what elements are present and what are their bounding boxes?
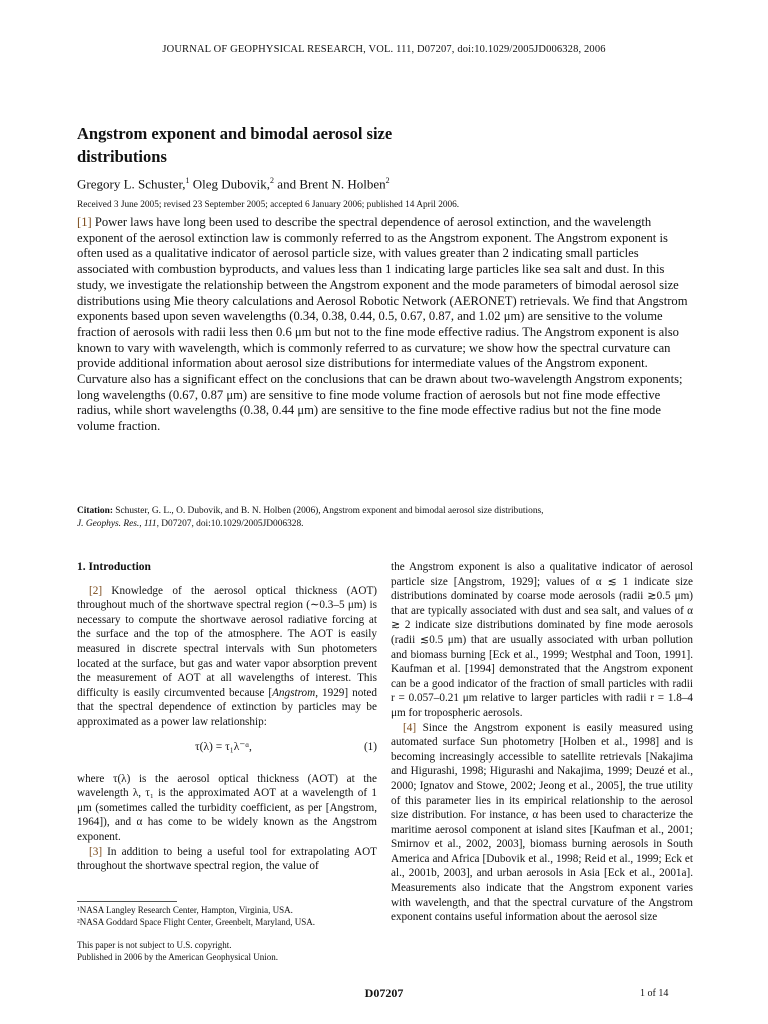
citation bbox=[77, 505, 689, 531]
citation-volume: 111, bbox=[143, 519, 159, 529]
document-id: D07207 bbox=[364, 986, 404, 1000]
author-name: Oleg Dubovik, bbox=[192, 176, 271, 192]
paragraph-where: where τ(λ) is the aerosol optical thickness (AOT) at the wavelength λ, τ₁ is the approximated AOT at a wavelength of 1 μm (sometimes called the turbidity coefficient, as per [Angstrom, 1964]), and α has come to be widely known as the Angstrom exponent. bbox=[77, 772, 377, 843]
author-name: and Brent N. Holben bbox=[277, 176, 386, 192]
equation-1 bbox=[77, 738, 377, 760]
title-line-1: Angstrom exponent and bimodal aerosol size bbox=[77, 124, 393, 143]
footnotes bbox=[77, 905, 377, 928]
copyright-line-2: Published in 2006 by the American Geophysical Union. bbox=[77, 951, 278, 962]
footnote-2: ²NASA Goddard Space Flight Center, Greenbelt, Maryland, USA. bbox=[77, 916, 316, 927]
section-heading: 1. Introduction bbox=[77, 561, 151, 573]
paragraph-text: Knowledge of the aerosol optical thickness (AOT) throughout much of the shortwave spectral region (∼0.3–5 μm) is necessary to compute the shortwave aerosol radiative forcing at the surface and the top of the atmosphere. The AOT is easily measured in discrete spectral intervals with Sun photometers located at the surface, but gas and water vapor absorption prevent the measurement of AOT at all wavelengths of interest. This difficulty is easily circumvented because [ bbox=[77, 584, 378, 699]
paragraph-text: , 1929] noted that the spectral dependence of extinction by particles may be approximated as a power law relationship: bbox=[77, 686, 377, 728]
received-dates: Received 3 June 2005; revised 23 September 2005; accepted 6 January 2006; published 14 April 2006. bbox=[77, 200, 460, 210]
article-title bbox=[77, 122, 637, 168]
author-affiliation: 2 bbox=[385, 176, 390, 185]
journal-header: JOURNAL OF GEOPHYSICAL RESEARCH, VOL. 111, D07207, doi:10.1029/2005JD006328, 2006 bbox=[162, 44, 606, 55]
equation-number: (1) bbox=[363, 740, 377, 753]
author-affiliation: 1 bbox=[185, 176, 190, 185]
right-column bbox=[391, 560, 693, 925]
paragraph-number: [4] bbox=[403, 721, 417, 734]
equation-body: τ(λ) = τ₁λ⁻ᵅ, bbox=[195, 740, 252, 753]
citation-doi: D07207, doi:10.1029/2005JD006328. bbox=[161, 519, 304, 529]
copyright-notice bbox=[77, 940, 377, 963]
abstract-text: Power laws have long been used to describe the spectral dependence of aerosol extinction, and the wavelength exponent of the aerosol extinction law is commonly referred to as the Angstrom exponent. The Angstrom exponent is often used as a qualitative indicator of aerosol particle size, with values greater than 2 indicating small particles associated with combustion byproducts, and values less than 1 indicating large particles like sea salt and dust. In this study, we investigate the relationship between the Angstrom exponent and the mode parameters of bimodal aerosol size distributions using Mie theory calculations and Aerosol Robotic Network (AERONET) retrievals. We find that Angstrom exponents based upon seven wavelengths (0.34, 0.38, 0.44, 0.5, 0.67, 0.87, and 1.02 μm) are sensitive to the volume fraction of aerosols with radii less then 0.6 μm but not to the fine mode effective radius. The Angstrom exponent is also known to vary with wavelength, which is commonly referred to as curvature; we show how the spectral curvature can provide additional information about aerosol size distributions for intermediate values of the Angstrom exponent. Curvature also has a significant effect on the conclusions that can be drawn about two-wavelength Angstrom exponents; long wavelengths (0.67, 0.87 μm) are sensitive to fine mode volume fraction of aerosols but not fine mode effective radius, while short wavelengths (0.38, 0.44 μm) are sensitive to the fine mode effective radius but not the fine mode volume fraction. bbox=[77, 215, 688, 434]
citation-text: Schuster, G. L., O. Dubovik, and B. N. Holben (2006), Angstrom exponent and bimodal aerosol size distributions, bbox=[115, 506, 544, 516]
paragraph-3-continued: the Angstrom exponent is also a qualitative indicator of aerosol particle size [Angstrom, 1929]; values of α ≲ 1 indicate size distributions dominated by coarse mode aerosols (radii ≳0.5 μm) that are typically associated with dust and sea salt, and values of α ≳ 2 indicate size distributions dominated by fine mode aerosols (radii ≲0.5 μm) that are usually associated with urban pollution and biomass burning [Eck et al., 1999; Westphal and Toon, 1991]. Kaufman et al. [1994] demonstrated that the Angstrom exponent can be a good indicator of the fraction of small particles with radii r = 0.057–0.21 μm relative to larger particles with radii r = 1.8–4 μm for tropospheric aerosols. bbox=[391, 561, 693, 719]
paragraph-text: Since the Angstrom exponent is easily measured using automated surface Sun photometry [Holben et al., 1998] and is becoming increasingly accessible to satellite retrievals [Nakajima and Higurashi, 1998; Higurashi and Nakajima, 1999; Deuzé et al., 2000; Ignatov and Stowe, 2002; Jeong et al., 2005], the true utility of this parameter lies in its empirical relationship to the aerosol size distribution. For instance, α has been used to characterize the maritime aerosol component at island sites [Kaufman et al., 2001; Smirnov et al., 2002, 2003], biomass burning aerosols in South America and Africa [Dubovik et al., 1998; Reid et al., 1999; Eck et al., 2001b, 2003], and urban aerosols in Asia [Eck et al., 2001a]. Measurements also indicate that the Angstrom exponent varies with wavelength, and that the spectral curvature of the Angstrom exponent contains useful information about the aerosol size bbox=[391, 721, 693, 924]
footnote-rule bbox=[77, 901, 177, 902]
citation-label: Citation: bbox=[77, 506, 113, 516]
paragraph-4 bbox=[391, 721, 693, 925]
author-name: Gregory L. Schuster, bbox=[77, 176, 186, 192]
page-number: 1 of 14 bbox=[640, 988, 669, 999]
paragraph-number: [1] bbox=[77, 215, 92, 229]
citation-journal: J. Geophys. Res., bbox=[77, 519, 142, 529]
abstract bbox=[77, 215, 689, 435]
paragraph-2 bbox=[77, 584, 377, 730]
author-affiliation: 2 bbox=[270, 176, 275, 185]
paragraph-text: In addition to being a useful tool for extrapolating AOT throughout the shortwave spectral region, the value of bbox=[77, 845, 377, 873]
title-line-2: distributions bbox=[77, 147, 167, 166]
paragraph-number: [2] bbox=[89, 584, 103, 597]
copyright-line-1: This paper is not subject to U.S. copyright. bbox=[77, 940, 232, 950]
left-column bbox=[77, 560, 377, 874]
reference-link[interactable]: Angstrom bbox=[272, 686, 316, 699]
paragraph-3 bbox=[77, 845, 377, 874]
paragraph-number: [3] bbox=[89, 845, 103, 858]
author-list bbox=[77, 176, 390, 192]
footnote-1: ¹NASA Langley Research Center, Hampton, Virginia, USA. bbox=[77, 905, 293, 915]
